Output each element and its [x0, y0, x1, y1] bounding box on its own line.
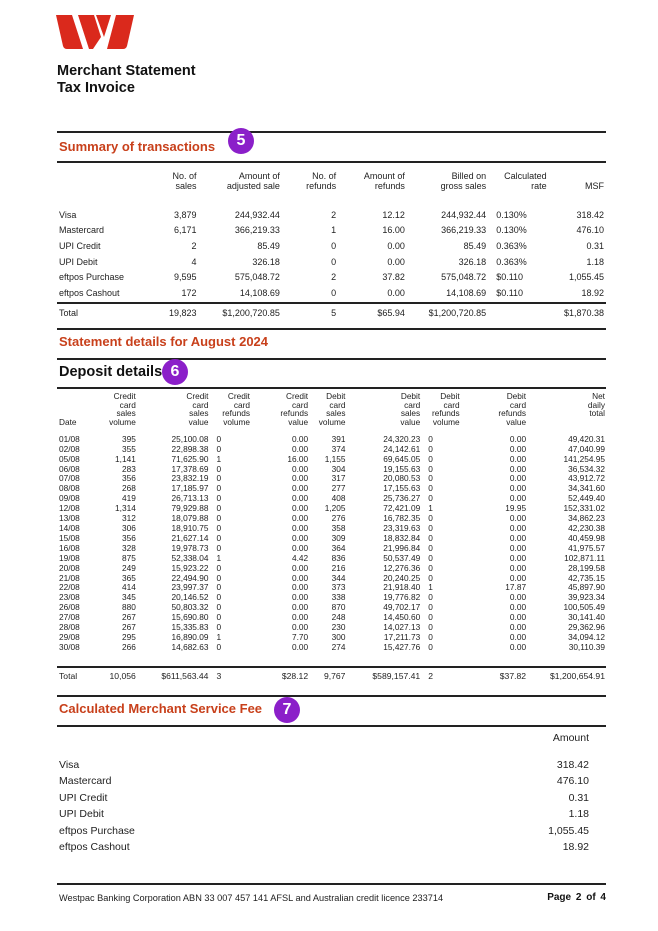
deposit-row: 26/08 880 50,803.32 0 0.00 870 49,702.17 0 0.00 100,505.49	[59, 602, 605, 613]
col-header-dc-sales-volume: Debit card sales volume	[318, 391, 346, 428]
deposit-row: 08/08 268 17,185.97 0 0.00 277 17,155.63 0 0.00 34,341.60	[59, 483, 605, 494]
deposit-row: 30/08 266 14,682.63 0 0.00 274 15,427.76 0 0.00 30,110.39	[59, 641, 605, 652]
col-header-net-daily-total: Net daily total	[587, 391, 605, 419]
summary-row-upi-credit: UPI Credit 2 85.49 0 0.00 85.49 0.363% 0.31	[59, 240, 604, 251]
divider	[57, 328, 606, 330]
col-header-dc-refunds-volume: Debit card refunds volume	[431, 391, 460, 428]
col-header-dc-sales-value: Debit card sales value	[400, 391, 421, 428]
divider	[57, 358, 606, 360]
page-number: Page 2 of 4	[547, 892, 606, 903]
msf-header-row	[59, 730, 589, 747]
msf-row-visa: Visa 318.42	[59, 758, 589, 771]
msf-row-upi-credit: UPI Credit 0.31	[59, 791, 589, 804]
summary-heading: Summary of transactions	[59, 139, 216, 154]
deposit-total-row: Total 10,056 $611,563.44 3 $28.12 9,767 $589,157.41 2 $37.82 $1,200,654.91	[59, 671, 605, 681]
title-tax-invoice: Tax Invoice	[57, 80, 135, 96]
divider	[57, 302, 606, 304]
deposit-row: 14/08 306 18,910.75 0 0.00 358 23,319.63 0 0.00 42,230.38	[59, 522, 605, 533]
divider	[57, 725, 606, 727]
col-header-no-of-sales: No. of sales	[172, 171, 197, 191]
col-header-type	[59, 171, 142, 191]
summary-table	[59, 171, 604, 301]
msf-table	[59, 730, 589, 856]
col-header-amount-refunds: Amount of refunds	[363, 171, 405, 191]
summary-row-eftpos-cashout: eftpos Cashout 172 14,108.69 0 0.00 14,108.69 $0.110 18.92	[59, 287, 604, 298]
deposit-row: 20/08 249 15,923.22 0 0.00 216 12,276.36 0 0.00 28,199.58	[59, 562, 605, 573]
footer-legal-text: Westpac Banking Corporation ABN 33 007 457 141 AFSL and Australian credit licence 233714	[59, 893, 444, 903]
msf-row-upi-debit: UPI Debit 1.18	[59, 808, 589, 821]
statement-heading: Statement details for August 2024	[59, 334, 269, 349]
col-header-calculated-rate: Calculated rate	[504, 171, 547, 191]
deposit-row: 23/08 345 20,146.52 0 0.00 338 19,776.82 0 0.00 39,923.34	[59, 592, 605, 603]
summary-row-eftpos-purchase: eftpos Purchase 9,595 575,048.72 2 37.82 575,048.72 $0.110 1,055.45	[59, 272, 604, 283]
footer-divider	[57, 883, 606, 885]
deposit-header-row	[59, 392, 605, 427]
summary-total-row: Total 19,823 $1,200,720.85 5 $65.94 $1,200,720.85 $1,870.38	[59, 307, 604, 318]
col-header-adjusted-sale: Amount of adjusted sale	[226, 171, 280, 191]
deposit-row: 29/08 295 16,890.09 1 7.70 300 17,211.73 0 0.00 34,094.12	[59, 631, 605, 642]
col-header-no-of-refunds: No. of refunds	[306, 171, 337, 191]
document-title	[57, 63, 196, 97]
deposit-row: 21/08 365 22,494.90 0 0.00 344 20,240.25 0 0.00 42,735.15	[59, 572, 605, 583]
col-header-msf: MSF	[585, 181, 604, 191]
divider	[57, 131, 606, 133]
msf-heading: Calculated Merchant Service Fee	[59, 701, 263, 716]
deposit-row: 19/08 875 52,338.04 1 4.42 836 50,537.49 0 0.00 102,871.11	[59, 552, 605, 563]
step-badge-7: 7	[274, 697, 300, 723]
deposit-row: 02/08 355 22,898.38 0 0.00 374 24,142.61 0 0.00 47,040.99	[59, 443, 605, 454]
summary-row-upi-debit: UPI Debit 4 326.18 0 0.00 326.18 0.363% 1.18	[59, 256, 604, 267]
title-merchant-statement: Merchant Statement	[57, 63, 196, 79]
westpac-logo	[56, 15, 134, 49]
summary-row-visa: Visa 3,879 244,932.44 2 12.12 244,932.44 0.130% 318.42	[59, 209, 604, 220]
col-header-cc-sales-value: Credit card sales value	[186, 391, 209, 428]
divider	[57, 666, 606, 668]
summary-row-mastercard: Mastercard 6,171 366,219.33 1 16.00 366,219.33 0.130% 476.10	[59, 225, 604, 236]
deposit-row: 05/08 1,141 71,625.90 1 16.00 1,155 69,645.05 0 0.00 141,254.95	[59, 453, 605, 464]
col-header-cc-refunds-volume: Credit card refunds volume	[222, 391, 250, 428]
msf-row-mastercard: Mastercard 476.10	[59, 775, 589, 788]
deposit-row: 01/08 395 25,100.08 0 0.00 391 24,320.23 0 0.00 49,420.31	[59, 433, 605, 444]
deposit-heading: Deposit details	[59, 364, 163, 380]
deposit-row: 22/08 414 23,997.37 0 0.00 373 21,918.40 1 17.87 45,897.90	[59, 582, 605, 593]
msf-row-eftpos-cashout: eftpos Cashout 18.92	[59, 841, 589, 854]
col-header-date: Date	[59, 417, 77, 428]
deposit-row: 13/08 312 18,079.88 0 0.00 276 16,782.35 0 0.00 34,862.23	[59, 513, 605, 524]
divider	[57, 161, 606, 163]
deposit-row: 28/08 267 15,335.83 0 0.00 230 14,027.13 0 0.00 29,362.96	[59, 622, 605, 633]
divider	[57, 695, 606, 697]
step-badge-6: 6	[162, 359, 188, 385]
deposit-row: 27/08 267 15,690.80 0 0.00 248 14,450.60 0 0.00 30,141.40	[59, 612, 605, 623]
deposit-row: 12/08 1,314 79,929.88 0 0.00 1,205 72,421.09 1 19.95 152,331.02	[59, 503, 605, 514]
deposit-row: 07/08 356 23,832.19 0 0.00 317 20,080.53 0 0.00 43,912.72	[59, 473, 605, 484]
deposit-row: 09/08 419 26,713.13 0 0.00 408 25,736.27 0 0.00 52,449.40	[59, 493, 605, 504]
deposit-table	[59, 392, 605, 653]
step-badge-5: 5	[228, 128, 254, 154]
col-header-cc-refunds-value: Credit card refunds value	[280, 391, 309, 428]
msf-row-eftpos-purchase: eftpos Purchase 1,055.45	[59, 824, 589, 837]
divider	[57, 387, 606, 389]
col-header-dc-refunds-value: Debit card refunds value	[498, 391, 527, 428]
deposit-row: 15/08 356 21,627.14 0 0.00 309 18,832.84 0 0.00 40,459.98	[59, 532, 605, 543]
deposit-total-table	[59, 672, 605, 682]
deposit-row: 16/08 328 19,978.73 0 0.00 364 21,996.84 0 0.00 41,975.57	[59, 542, 605, 553]
deposit-row: 06/08 283 17,378.69 0 0.00 304 19,155.63 0 0.00 36,534.32	[59, 463, 605, 474]
summary-header-row	[59, 171, 604, 191]
col-header-billed-gross: Billed on gross sales	[440, 171, 487, 191]
col-header-cc-sales-volume: Credit card sales volume	[109, 391, 136, 428]
col-header-amount: Amount	[552, 732, 589, 745]
summary-total-table	[59, 305, 604, 321]
